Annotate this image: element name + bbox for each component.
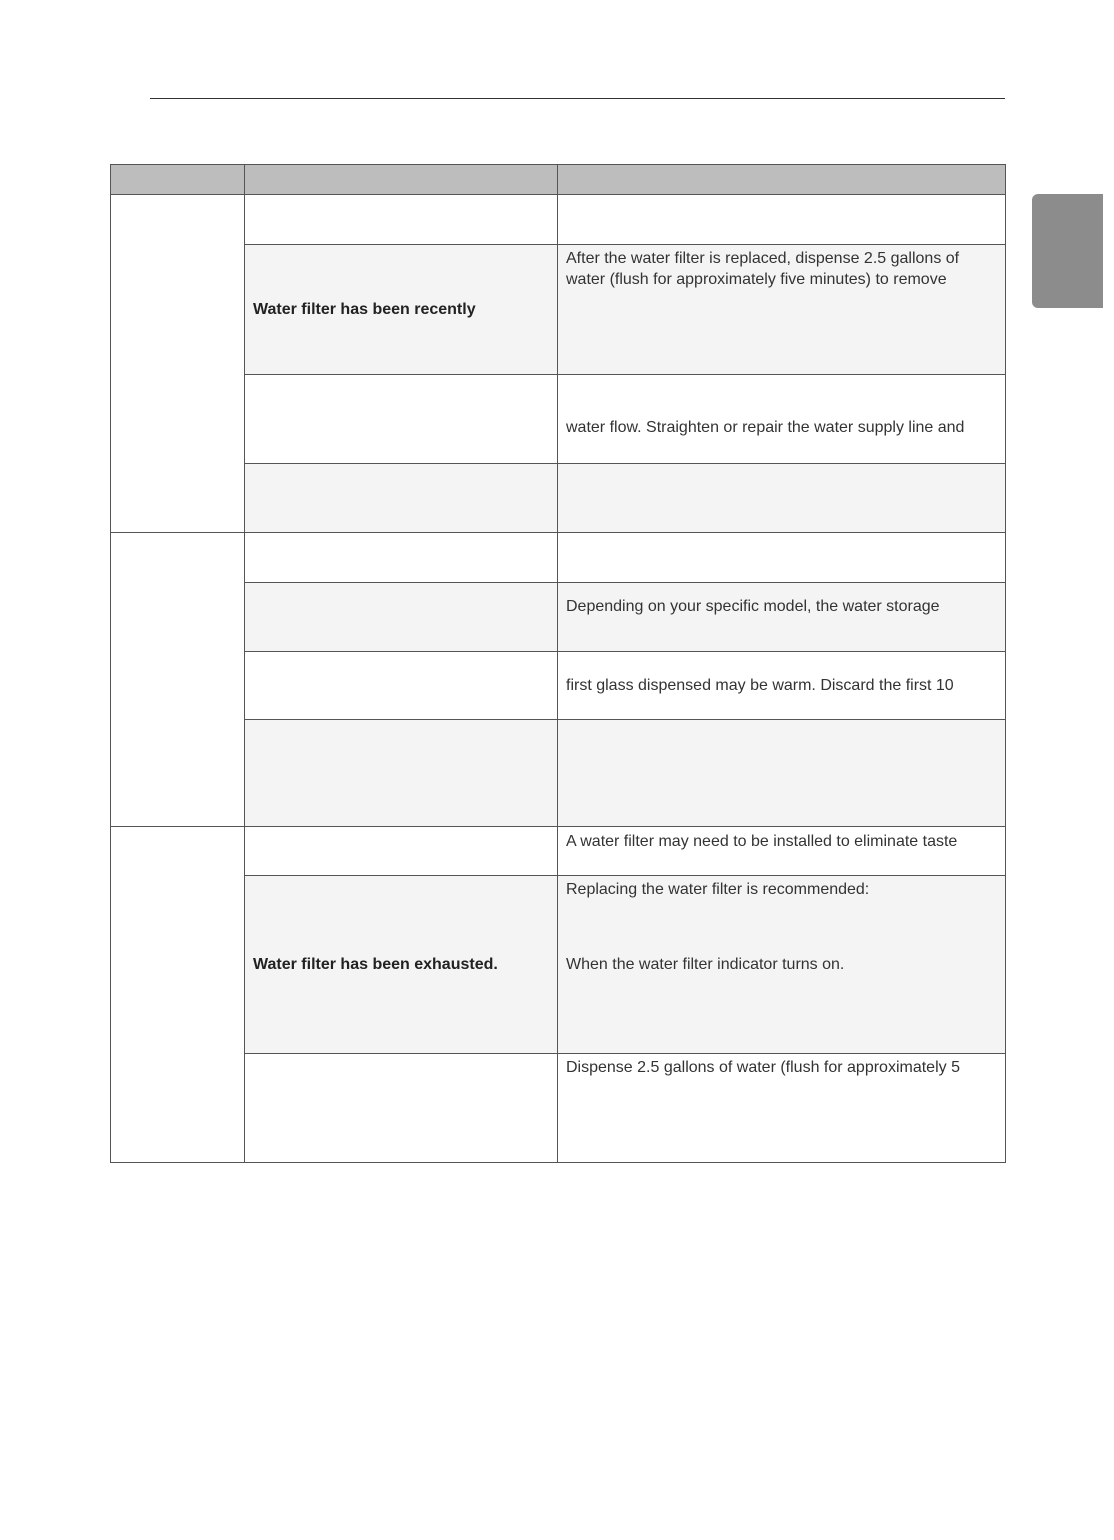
header-solution (558, 164, 1006, 195)
header-problem (110, 164, 245, 195)
solution-line: first glass dispensed may be warm. Discard the first 10 (566, 677, 954, 694)
problem-cell (110, 827, 245, 1163)
solution-cell (558, 1054, 1006, 1163)
solution-cell (558, 876, 1006, 1054)
cause-cell (245, 720, 558, 827)
cause-cell (245, 1054, 558, 1163)
cause-cell (245, 533, 558, 583)
problem-cell (110, 195, 245, 533)
section-tab (1032, 194, 1103, 308)
solution-cell (558, 583, 1006, 652)
solution-line: Depending on your specific model, the water storage (566, 598, 940, 615)
header-possible-cause (245, 164, 558, 195)
problem-cell (110, 533, 245, 827)
solution-line: Dispense 2.5 gallons of water (flush for approximately 5 (566, 1059, 960, 1076)
solution-cell (558, 195, 1006, 245)
solution-cell (558, 245, 1006, 375)
solution-cell (558, 827, 1006, 876)
cause-cell: Water filter has been recently (245, 245, 558, 375)
troubleshooting-table (110, 164, 1006, 1163)
cause-cell: Water filter has been exhausted. (245, 876, 558, 1054)
solution-cell (558, 533, 1006, 583)
cause-cell (245, 583, 558, 652)
solution-line: A water filter may need to be installed to eliminate taste (566, 833, 958, 850)
solution-line: water flow. Straighten or repair the water supply line and (566, 419, 965, 436)
header-rule (150, 98, 1005, 99)
solution-cell (558, 464, 1006, 533)
cause-cell (245, 375, 558, 464)
solution-cell (558, 375, 1006, 464)
solution-line: After the water filter is replaced, dispense 2.5 gallons of (566, 250, 960, 267)
solution-line: Replacing the water filter is recommended: (566, 881, 870, 898)
cause-cell (245, 652, 558, 720)
solution-line: water (flush for approximately five minutes) to remove (566, 271, 947, 288)
cause-cell (245, 195, 558, 245)
cause-cell (245, 827, 558, 876)
solution-line: When the water filter indicator turns on. (566, 956, 845, 973)
solution-cell (558, 652, 1006, 720)
cause-cell (245, 464, 558, 533)
solution-cell (558, 720, 1006, 827)
